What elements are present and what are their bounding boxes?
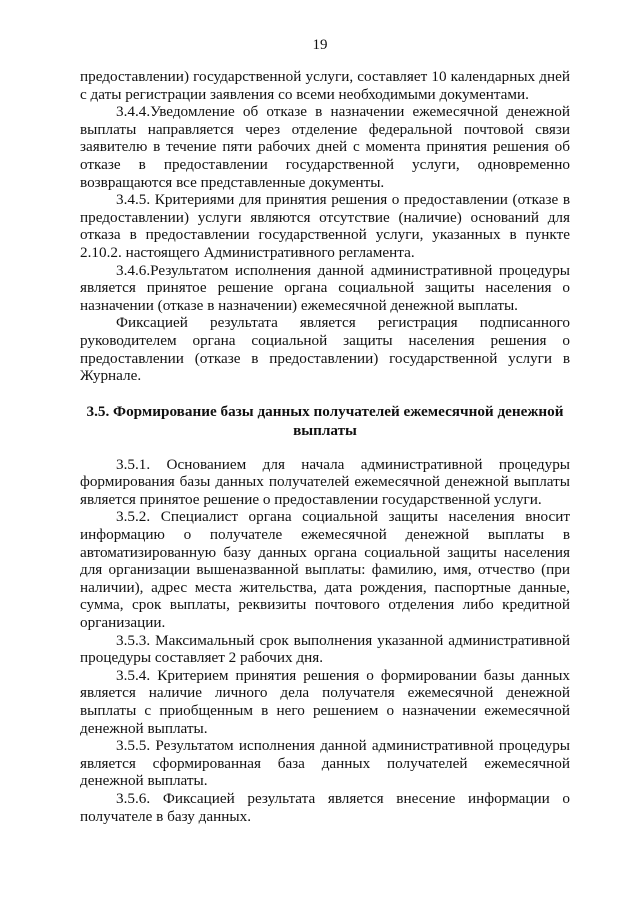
paragraph: 3.5.2. Специалист органа социальной защиты населения вносит информацию о получателе ежемесячной денежной выплаты в автоматизированную базу данных органа социальной защиты населения для организации вышеназванной выплаты: фамилию, имя, отчество (при наличии), адрес места жительства, дата рождения, паспортные данные, сумма, срок выплаты, реквизиты почтового отделения либо кредитной организации.: [80, 508, 570, 632]
paragraph: 3.5.4. Критерием принятия решения о формировании базы данных является наличие личного дела получателя ежемесячной денежной выплаты с приобщенным в него решением о назначении ежемесячной денежной выплаты.: [80, 666, 570, 737]
paragraph: Фиксацией результата является регистрация подписанного руководителем органа социальной защиты населения решения о предоставлении (отказе в предоставлении) государственной услуги в Журнале.: [80, 314, 570, 385]
paragraph: 3.5.1. Основанием для начала административной процедуры формирования базы данных получателей ежемесячной денежной выплаты является принятое решение о предоставлении государственной услуги.: [80, 455, 570, 508]
page-number: 19: [312, 37, 328, 53]
paragraph: предоставлении) государственной услуги, составляет 10 календарных дней с даты регистрации заявления со всеми необходимыми документами.: [80, 68, 570, 103]
paragraph: 3.4.4.Уведомление об отказе в назначении ежемесячной денежной выплаты направляется через отделение федеральной почтовой связи заявителю в течение пяти рабочих дней с момента принятия решения об отказе в предоставлении государственной услуги, одновременно возвращаются все представленные документы.: [80, 103, 570, 191]
paragraph: 3.4.6.Результатом исполнения данной административной процедуры является принятое решение органа социальной защиты населения о назначении (отказе в назначении) ежемесячной денежной выплаты.: [80, 261, 570, 314]
section-heading: 3.5. Формирование базы данных получателей ежемесячной денежной выплаты: [86, 402, 564, 439]
paragraph: 3.4.5. Критериями для принятия решения о предоставлении (отказе в предоставлении) услуги являются отсутствие (наличие) оснований для отказа в предоставлении государственной услуги, указанных в пункте 2.10.2. настоящего Административного регламента.: [80, 191, 570, 261]
paragraph: 3.5.3. Максимальный срок выполнения указанной административной процедуры составляет 2 рабочих дня.: [80, 631, 570, 667]
document-body: [80, 68, 570, 825]
paragraph: 3.5.5. Результатом исполнения данной административной процедуры является сформированная база данных получателей ежемесячной денежной выплаты.: [80, 737, 570, 790]
paragraph: 3.5.6. Фиксацией результата является внесение информации о получателе в базу данных.: [80, 789, 570, 825]
